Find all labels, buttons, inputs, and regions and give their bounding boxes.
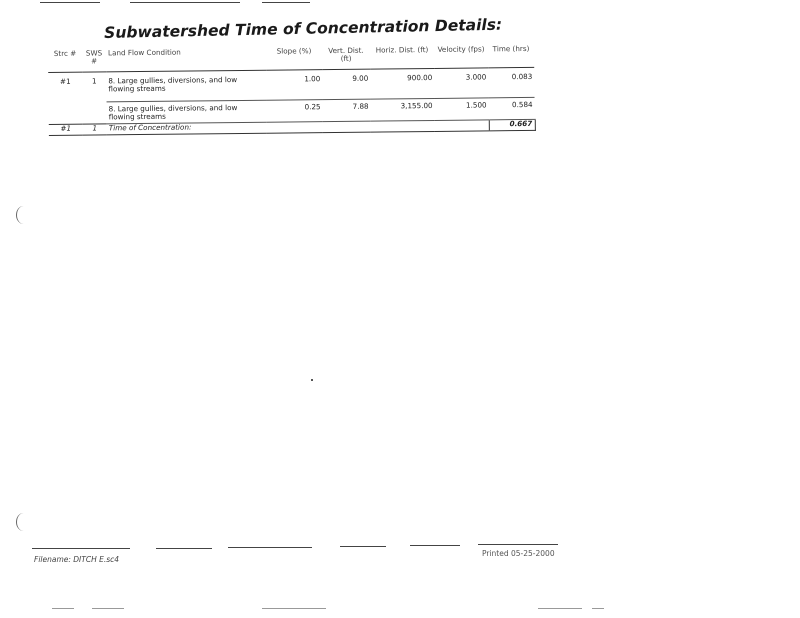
binder-hole-mark bbox=[16, 206, 31, 224]
cell-horiz: 3,155.00 bbox=[371, 98, 435, 121]
scan-artifact bbox=[592, 608, 604, 609]
cell-sws bbox=[83, 102, 107, 124]
cell-velocity: 1.500 bbox=[435, 98, 489, 121]
scan-artifact bbox=[262, 608, 326, 609]
cell-condition: 8. Large gullies, diversions, and low flowing streams bbox=[107, 100, 267, 124]
col-header-horiz: Horiz. Dist. (ft) bbox=[370, 46, 434, 69]
col-header-sws: SWS # bbox=[82, 49, 106, 72]
top-rule bbox=[130, 2, 240, 3]
footer-rule bbox=[156, 548, 212, 549]
total-sws: 1 bbox=[83, 124, 107, 135]
footer-filename: Filename: DITCH E.sc4 bbox=[34, 555, 120, 564]
scan-artifact bbox=[52, 608, 74, 609]
cell-horiz: 900.00 bbox=[370, 68, 434, 99]
cell-velocity: 3.000 bbox=[434, 68, 488, 99]
footer-rule bbox=[340, 546, 386, 547]
total-label: Time of Concentration: bbox=[107, 120, 489, 135]
footer-rule bbox=[228, 547, 312, 548]
page-title: Subwatershed Time of Concentration Details: bbox=[104, 15, 503, 42]
top-rule bbox=[262, 2, 310, 3]
cell-condition: 8. Large gullies, diversions, and low flowing streams bbox=[106, 70, 266, 102]
footer-printed-date: Printed 05-25-2000 bbox=[482, 549, 555, 558]
footer-rule bbox=[410, 545, 460, 546]
cell-time: 0.083 bbox=[488, 67, 534, 97]
total-value: 0.667 bbox=[489, 119, 535, 130]
total-struct: #1 bbox=[49, 124, 83, 135]
scan-artifact bbox=[538, 608, 582, 609]
col-header-velocity: Velocity (fps) bbox=[434, 45, 488, 68]
cell-slope: 0.25 bbox=[267, 100, 323, 123]
cell-struct bbox=[49, 102, 83, 124]
footer-rule bbox=[32, 548, 130, 549]
col-header-time: Time (hrs) bbox=[488, 45, 534, 68]
scan-artifact bbox=[92, 608, 124, 609]
cell-sws: 1 bbox=[91, 76, 97, 86]
cell-struct: #1 bbox=[59, 76, 71, 86]
scan-speck bbox=[311, 379, 313, 381]
binder-hole-mark bbox=[16, 513, 31, 531]
col-header-struct: Strc # bbox=[48, 50, 82, 73]
col-header-slope: Slope (%) bbox=[266, 47, 322, 70]
col-header-condition: Land Flow Condition bbox=[106, 48, 266, 72]
col-header-vert: Vert. Dist. (ft) bbox=[322, 47, 370, 70]
tc-table-wrap bbox=[48, 45, 535, 146]
cell-slope: 1.00 bbox=[266, 70, 322, 101]
cell-time: 0.584 bbox=[489, 97, 535, 119]
footer-rule bbox=[478, 544, 558, 545]
cell-vert: 7.88 bbox=[323, 99, 371, 122]
cell-vert: 9.00 bbox=[322, 69, 370, 100]
top-rule bbox=[40, 2, 100, 3]
tc-table bbox=[48, 45, 535, 136]
